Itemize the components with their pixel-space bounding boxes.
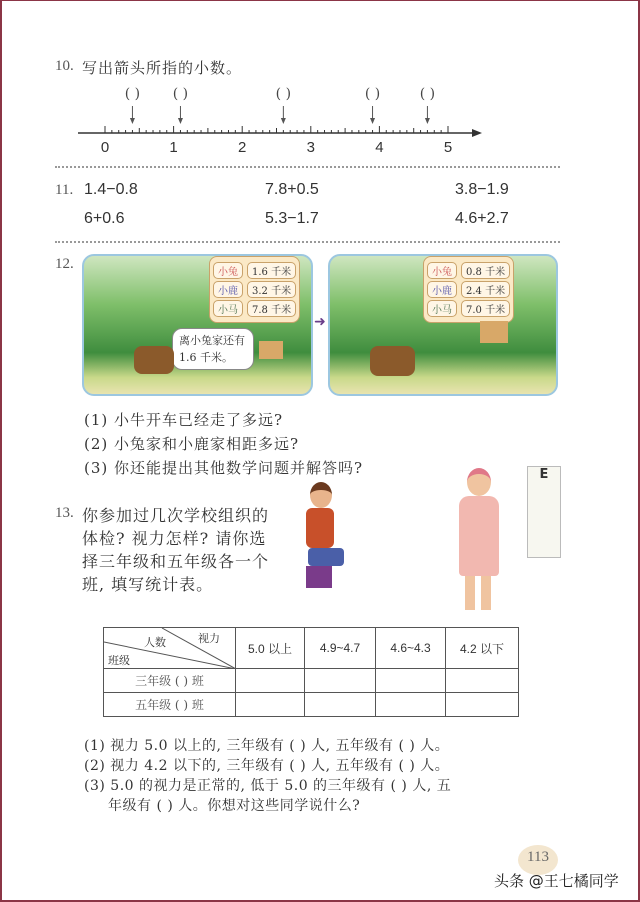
signpost-icon: [259, 341, 283, 359]
pointer-arrowhead: [178, 118, 183, 124]
column-header: 5.0 以上: [236, 628, 305, 669]
number-line-svg: [0, 0, 640, 170]
calc-item: 1.4−0.8: [84, 181, 138, 198]
calf-car-icon: [134, 346, 174, 374]
pointer-arrowhead: [281, 118, 286, 124]
q13-text: 你参加过几次学校组织的: [82, 506, 270, 525]
q13-number: 13.: [55, 505, 74, 521]
vision-stats-table: [103, 627, 519, 717]
watermark: 头条 @王七橘同学: [494, 872, 619, 890]
divider: [55, 241, 560, 243]
q12-number: 12.: [55, 256, 74, 272]
illustration-calf-driving-2: [328, 254, 558, 396]
q12-question: (1) 小牛开车已经走了多远?: [84, 411, 284, 429]
calc-item: 4.6+2.7: [455, 210, 509, 227]
pointer-arrowhead: [370, 118, 375, 124]
q13-text: 体检? 视力怎样? 请你选: [82, 529, 267, 548]
boy-illustration: [298, 482, 353, 610]
q13-question: (2) 视力 4.2 以下的, 三年级有 ( ) 人, 五年级有 ( ) 人。: [84, 758, 450, 774]
divider: [55, 166, 560, 168]
calc-item: 7.8+0.5: [265, 181, 319, 198]
q12-question: (3) 你还能提出其他数学问题并解答吗?: [84, 459, 364, 477]
row-header: 五年级 ( ) 班: [104, 693, 236, 717]
row-header: 三年级 ( ) 班: [104, 669, 236, 693]
q13-text: 择三年级和五年级各一个: [82, 552, 270, 571]
tick-label: 3: [306, 139, 315, 156]
q11-number: 11.: [55, 182, 74, 198]
calc-item: 6+0.6: [84, 210, 125, 227]
tick-label: 5: [443, 139, 453, 156]
table-cell[interactable]: [236, 693, 305, 717]
signpost-icon: [480, 321, 508, 343]
q12-question: (2) 小兔家和小鹿家相距多远?: [84, 435, 300, 453]
column-header: 4.6~4.3: [376, 628, 446, 669]
answer-blank: ( ): [172, 86, 189, 102]
table-cell[interactable]: [305, 693, 376, 717]
page-number: 113: [518, 845, 558, 875]
eye-chart: E: [527, 466, 561, 558]
tick-label: 1: [169, 139, 178, 156]
table-cell[interactable]: [376, 669, 446, 693]
table-cell[interactable]: [376, 693, 446, 717]
answer-blank: ( ): [419, 86, 436, 102]
table-cell[interactable]: [236, 669, 305, 693]
pointer-arrowhead: [130, 118, 135, 124]
distance-board: 小兔 1.6 千米 小鹿 3.2 千米 小马 7.8 千米: [209, 256, 300, 323]
table-row: [104, 669, 519, 693]
calf-car-icon: [370, 346, 415, 376]
answer-blank: ( ): [275, 86, 292, 102]
arrow-right-icon: ➜: [314, 314, 326, 330]
table-cell[interactable]: [446, 669, 519, 693]
nurse-illustration: [455, 460, 565, 616]
tick-label: 0: [100, 139, 110, 156]
q10-number: 10.: [55, 58, 74, 74]
table-corner-header: 视力 人数 班级: [104, 628, 236, 669]
axis-arrowhead: [472, 129, 482, 137]
column-header: 4.9~4.7: [305, 628, 376, 669]
answer-blank: ( ): [364, 86, 381, 102]
q13-question: (3) 5.0 的视力是正常的, 低于 5.0 的三年级有 ( ) 人, 五: [84, 778, 452, 794]
q10-prompt: 写出箭头所指的小数。: [82, 59, 243, 77]
q13-question: 年级有 ( ) 人。你想对这些同学说什么?: [108, 798, 361, 814]
distance-board: 小兔 0.8 千米 小鹿 2.4 千米 小马 7.0 千米: [423, 256, 514, 323]
q13-text: 班, 填写统计表。: [82, 575, 214, 594]
q13-question: (1) 视力 5.0 以上的, 三年级有 ( ) 人, 五年级有 ( ) 人。: [84, 738, 450, 754]
answer-blank: ( ): [124, 86, 141, 102]
table-cell[interactable]: [446, 693, 519, 717]
illustration-calf-driving-1: [82, 254, 313, 396]
tick-label: 2: [238, 139, 247, 156]
tick-label: 4: [375, 139, 384, 156]
table-row: [104, 693, 519, 717]
table-cell[interactable]: [305, 669, 376, 693]
calc-item: 5.3−1.7: [265, 210, 319, 227]
calc-item: 3.8−1.9: [455, 181, 509, 198]
column-header: 4.2 以下: [446, 628, 519, 669]
pointer-arrowhead: [425, 118, 430, 124]
speech-bubble: 离小兔家还有1.6 千米。: [172, 328, 254, 370]
